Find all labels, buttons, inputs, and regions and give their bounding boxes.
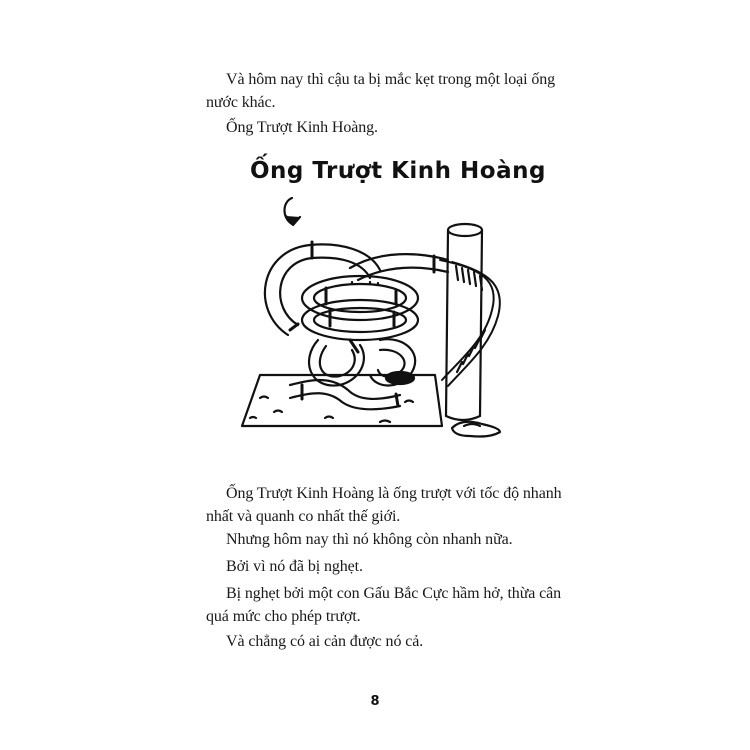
paragraph-2: Ống Trượt Kinh Hoàng. <box>226 119 378 136</box>
paragraph-3: Ống Trượt Kinh Hoàng là ống trượt với tốc độ nhanh nhất và quanh co nhất thế giới. <box>206 485 562 525</box>
paragraph-7: Và chẳng có ai cản được nó cả. <box>226 633 424 650</box>
paragraph-1: Và hôm nay thì cậu ta bị mắc kẹt trong một loại ống nước khác. <box>206 71 556 111</box>
page-number: 8 <box>370 694 380 709</box>
paragraph-5: Bởi vì nó đã bị nghẹt. <box>226 558 363 575</box>
paragraph-6: Bị nghẹt bởi một con Gấu Bắc Cực hầm hở, thừa cân quá mức cho phép trượt. <box>206 585 562 625</box>
support-pole <box>440 224 500 420</box>
ground-patch <box>242 375 442 426</box>
water-slide-illustration <box>230 190 530 450</box>
illustration-caption: Ống Trượt Kinh Hoàng <box>250 158 546 184</box>
curved-arrow-icon <box>285 198 301 225</box>
paragraph-4: Nhưng hôm nay thì nó không còn nhanh nữa. <box>226 531 513 548</box>
slide-tube-coil <box>302 276 418 340</box>
